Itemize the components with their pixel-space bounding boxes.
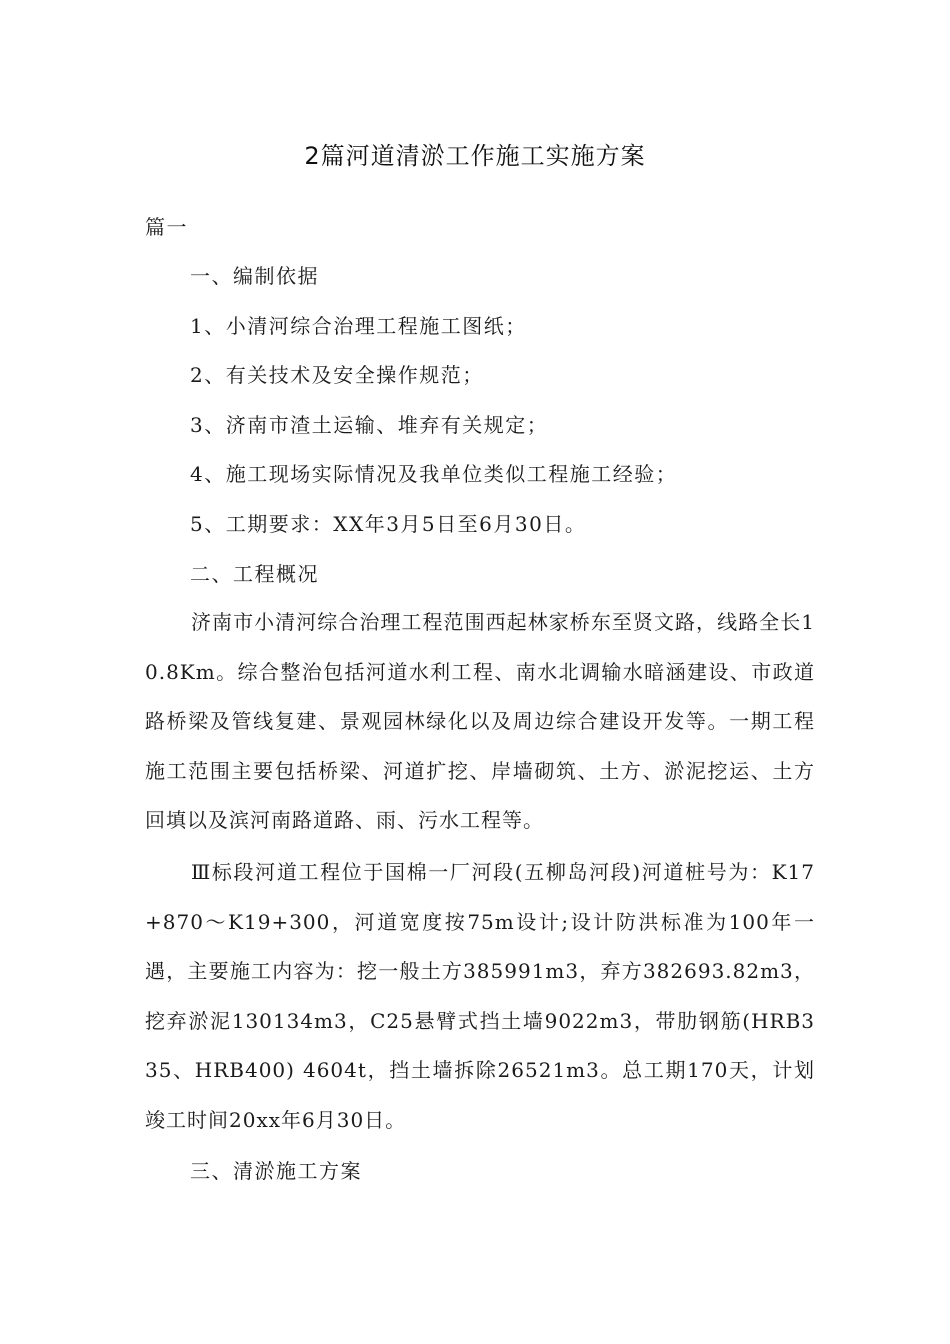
heading-dredging-plan: 三、清淤施工方案: [190, 1159, 362, 1183]
basis-item: 3、济南市渣土运输、堆弃有关规定；: [190, 413, 549, 437]
overview-paragraph: 济南市小清河综合治理工程范围西起林家桥东至贤文路，线路全长10.8Km。综合整治包括河道水利工程、南水北调输水暗涵建设、市政道路桥梁及管线复建、景观园林绿化以及周边综合建设开发等。一期工程施工范围主要包括桥梁、河道扩挖、岸墙砌筑、土方、淤泥挖运、土方回填以及滨河南路道路、雨、污水工程等。: [145, 610, 815, 832]
document-title: 2篇河道清淤工作施工实施方案: [304, 142, 646, 170]
basis-item: 1、小清河综合治理工程施工图纸；: [190, 314, 527, 338]
section-details-paragraph: Ⅲ标段河道工程位于国棉一厂河段(五柳岛河段)河道桩号为：K17+870～K19+300，河道宽度按75m设计;设计防洪标准为100年一遇，主要施工内容为：挖一般土方385991m3，弃方382693.82m3，挖弃淤泥130134m3，C25悬臂式挡土墙9022m3，带肋钢筋(HRB335、HRB400) 4604t，挡土墙拆除26521m3。总工期170天，计划竣工时间20xx年6月30日。: [145, 860, 815, 1132]
heading-basis: 一、编制依据: [190, 264, 319, 288]
heading-overview: 二、工程概况: [190, 562, 319, 586]
basis-item: 5、工期要求：XX年3月5日至6月30日。: [190, 512, 587, 536]
basis-item: 4、施工现场实际情况及我单位类似工程施工经验；: [190, 462, 678, 486]
basis-item: 2、有关技术及安全操作规范；: [190, 363, 484, 387]
section-label: 篇一: [145, 215, 188, 239]
